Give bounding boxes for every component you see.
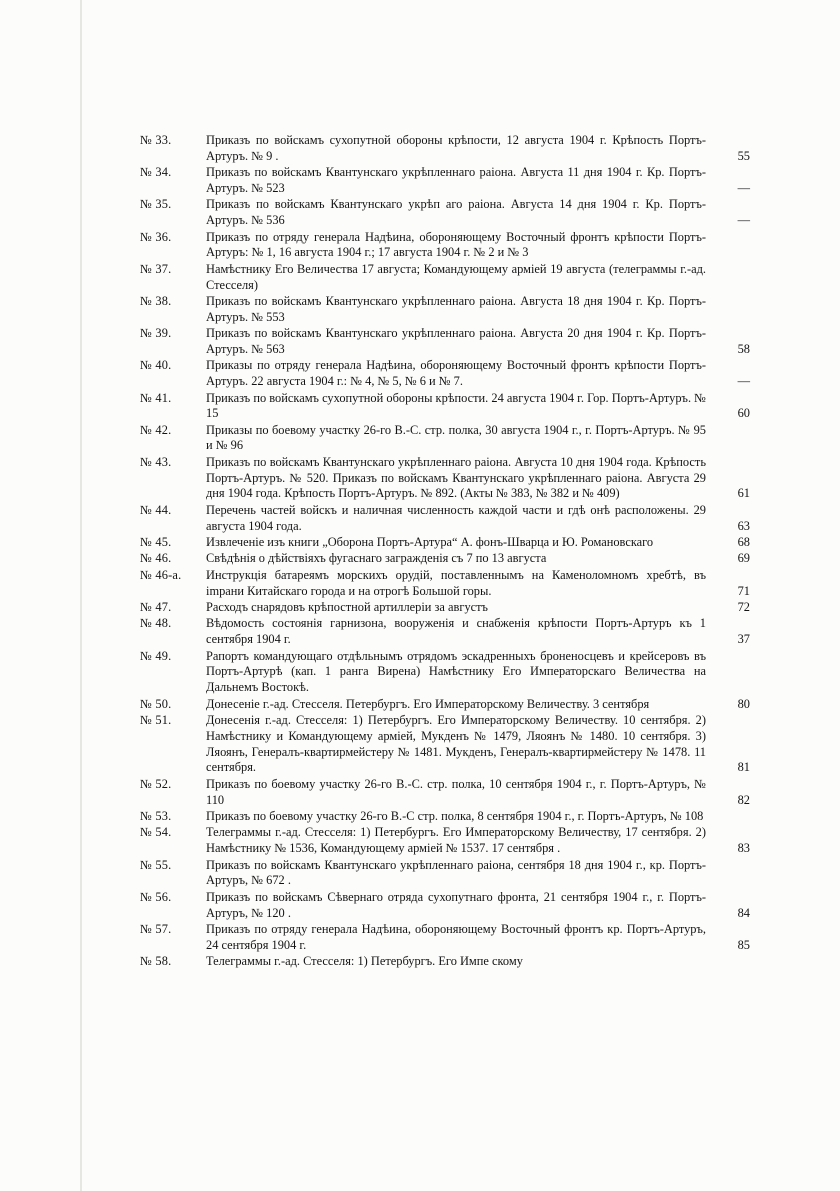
entry-number: № 49. (140, 648, 172, 663)
entry-title: Приказъ по отряду генерала Надѣина, обороняющему Восточный фронтъ крѣпости Портъ-Артуръ: № 1, 16 августа 1904 г.; 17 августа 1904 г. № 2 и № 3 (206, 229, 706, 260)
toc-entry (140, 825, 750, 857)
toc-entry (140, 455, 750, 502)
entry-title: Инструкція батареямъ морскихъ орудій, поставленнымъ на Каменоломномъ хребтѣ, въ impани Китайскаго города и на отрогѣ Большой горы. (206, 567, 706, 598)
entry-number: № 36. (140, 229, 172, 244)
toc-entry (140, 294, 750, 326)
entry-title: Приказъ по войскамъ сухопутной обороны крѣпости. 24 августа 1904 г. Гор. Портъ-Артуръ. № 15 (206, 390, 706, 421)
entry-number: № 55. (140, 857, 172, 872)
entry-title: Приказъ по войскамъ Квантунскаго укрѣп аго раіона. Августа 14 дня 1904 г. Кр. Портъ-Артуръ. № 536 (206, 197, 706, 228)
entry-title: Приказъ по войскамъ Квантунскаго укрѣпленнаго раіона. Августа 11 дня 1904 г. Кр. Портъ-Артуръ. № 523 (206, 165, 706, 195)
entry-number: № 43. (140, 454, 172, 469)
entry-page-number: 85 (737, 937, 750, 952)
entry-number: № 37. (140, 261, 172, 276)
entry-page-number: — (737, 213, 750, 228)
entry-number: № 45. (140, 535, 172, 550)
entry-page-number: 82 (737, 792, 750, 807)
entry-number: № 48. (140, 616, 172, 631)
toc-entry (140, 503, 750, 535)
entry-number: № 51. (140, 712, 172, 727)
toc-entry (140, 600, 750, 616)
entry-number: № 58. (140, 954, 172, 969)
entry-title: Приказъ по войскамъ Квантунскаго укрѣпленнаго раіона, сентября 18 дня 1904 г., кр. Портъ-Артуръ, № 672 . (206, 857, 706, 888)
toc-entry (140, 262, 750, 294)
entry-title: Рапортъ командующаго отдѣльнымъ отрядомъ эскадренныхъ броненосцевъ и крейсеровъ въ Портъ-Артурѣ (кап. 1 ранга Вирена) Намѣстнику Его Императорскаго Величества на Дальнемъ Востокѣ. (206, 648, 706, 695)
entry-page-number: 69 (737, 551, 750, 566)
entry-title: Свѣдѣнія о дѣйствіяхъ фугаснаго загражденія съ 7 по 13 августа (206, 551, 547, 566)
entry-page-number: 55 (737, 148, 750, 163)
entry-page-number: 84 (737, 905, 750, 920)
toc-entry (140, 809, 750, 825)
toc-entry (140, 165, 750, 197)
entry-number: № 47. (140, 600, 172, 615)
entry-number: № 38. (140, 293, 172, 308)
toc-entry (140, 777, 750, 809)
toc-entry (140, 890, 750, 922)
toc-entry (140, 922, 750, 954)
entry-page-number: 37 (737, 632, 750, 647)
toc-entry (140, 616, 750, 648)
entry-number: № 57. (140, 921, 172, 936)
toc-entry (140, 358, 750, 390)
entry-number: № 52. (140, 776, 172, 791)
table-of-contents (140, 133, 750, 970)
entry-number: № 41. (140, 390, 172, 405)
toc-entry (140, 423, 750, 455)
entry-number: № 40. (140, 358, 172, 373)
entry-number: № 33. (140, 133, 172, 147)
entry-number: № 53. (140, 808, 172, 823)
entry-title: Приказъ по войскамъ Квантунскаго укрѣпленнаго раіона. Августа 20 дня 1904 г. Кр. Портъ-Артуръ. № 563 (206, 326, 706, 356)
entry-page-number: 63 (737, 518, 750, 533)
toc-entry (140, 713, 750, 776)
entry-number: № 39. (140, 326, 172, 341)
entry-page-number: — (737, 374, 750, 389)
entry-page-number: 60 (737, 406, 750, 421)
entry-page-number: 68 (737, 535, 750, 550)
toc-entry (140, 551, 750, 567)
entry-page-number: 81 (737, 760, 750, 775)
entry-number: № 56. (140, 889, 172, 904)
entry-number: № 35. (140, 197, 172, 212)
entry-title: Приказъ по боевому участку 26-го В.-С стр. полка, 8 сентября 1904 г., г. Портъ-Артуръ, № 108 (206, 808, 704, 823)
entry-page-number: 83 (737, 841, 750, 856)
toc-entry (140, 568, 750, 600)
entry-page-number: 80 (737, 696, 750, 711)
toc-entry (140, 858, 750, 890)
toc-entry (140, 230, 750, 262)
entry-title: Приказъ по войскамъ Квантунскаго укрѣпленнаго раіона. Августа 18 дня 1904 г. Кр. Портъ-Артуръ. № 553 (206, 293, 706, 324)
entry-number: № 54. (140, 825, 172, 840)
entry-title: Приказъ по войскамъ Квантунскаго укрѣпленнаго раіона. Августа 10 дня 1904 года. Крѣпость Портъ-Артуръ. № 520. Приказъ по войскамъ Квантунскаго укрѣпленнаго раіона. Августа 29 дня 1904 года. Крѣпость Портъ-Артуръ. № 892. (Акты № 383, № 382 и № 409) (206, 454, 706, 501)
entry-title: Приказы по отряду генерала Надѣина, обороняющему Восточный фронтъ крѣпости Портъ-Артуръ. 22 августа 1904 г.: № 4, № 5, № 6 и № 7. (206, 358, 706, 389)
entry-page-number: 72 (737, 600, 750, 615)
toc-entry (140, 197, 750, 229)
entry-title: Намѣстнику Его Величества 17 августа; Командующему арміей 19 августа (телеграммы г.-ад. Стесселя) (206, 261, 706, 292)
entry-title: Расходъ снарядовъ крѣпостной артиллеріи за августъ (206, 600, 488, 615)
entry-title: Донесеніе г.-ад. Стесселя. Петербургъ. Его Императорскому Величеству. 3 сентября (206, 696, 650, 711)
entry-number: № 34. (140, 165, 172, 180)
entry-number: № 42. (140, 422, 172, 437)
entry-title: Вѣдомость состоянія гарнизона, вооруженія и снабженія крѣпости Портъ-Артуръ къ 1 сентября 1904 г. (206, 616, 706, 647)
toc-entry (140, 954, 750, 970)
toc-entry (140, 391, 750, 423)
page-fold-shadow (80, 0, 82, 1191)
entry-page-number: 58 (737, 341, 750, 356)
entry-title: Приказъ по отряду генерала Надѣина, обороняющему Восточный фронтъ кр. Портъ-Артуръ, 24 сентября 1904 г. (206, 921, 706, 952)
entry-number: № 46-а. (140, 567, 182, 582)
entry-title: Донесенія г.-ад. Стесселя: 1) Петербургъ. Его Императорскому Величеству. 10 сентября. 2) Намѣстнику и Командующему арміей, Мукденъ № 1479, Ляоянъ № 1480. 10 сентября. 3) Ляоянъ, Генералъ-квартирмейстеру № 1481. Мукденъ, Генералъ-квартирмейстеру № 1478. 11 сентября. (206, 712, 706, 775)
entry-title: Телеграммы г.-ад. Стесселя: 1) Петербургъ. Его Императорскому Величеству, 17 сентября. 2) Намѣстнику № 1536, Командующему арміей № 1537. 17 сентября . (206, 825, 706, 856)
entry-page-number: 71 (737, 583, 750, 598)
entry-title: Приказъ по войскамъ сухопутной обороны крѣпости, 12 августа 1904 г. Крѣпость Портъ-Артуръ. № 9 . (206, 133, 706, 163)
toc-entry (140, 133, 750, 165)
entry-title: Телеграммы г.-ад. Стесселя: 1) Петербургъ. Его Импе скому (206, 954, 523, 969)
entry-title: Извлеченіе изъ книги „Оборона Портъ-Артура“ А. фонъ-Шварца и Ю. Романовскаго (206, 535, 654, 550)
entry-number: № 50. (140, 696, 172, 711)
entry-number: № 44. (140, 502, 172, 517)
entry-number: № 46. (140, 551, 172, 566)
entry-page-number: 61 (737, 486, 750, 501)
entry-title: Приказы по боевому участку 26-го В.-С. стр. полка, 30 августа 1904 г., г. Портъ-Артуръ. № 95 и № 96 (206, 422, 706, 453)
toc-entry (140, 326, 750, 358)
entry-title: Приказъ по боевому участку 26-го В.-С. стр. полка, 10 сентября 1904 г., г. Портъ-Артуръ, № 110 (206, 776, 706, 807)
toc-entry (140, 535, 750, 551)
entry-title: Перечень частей войскъ и наличная численность каждой части и гдѣ онѣ расположены. 29 августа 1904 года. (206, 502, 706, 533)
entry-title: Приказъ по войскамъ Сѣвернаго отряда сухопутнаго фронта, 21 сентября 1904 г., г. Портъ-Артуръ, № 120 . (206, 889, 706, 920)
toc-entry (140, 697, 750, 713)
entry-page-number: — (737, 180, 750, 195)
toc-entry (140, 649, 750, 696)
